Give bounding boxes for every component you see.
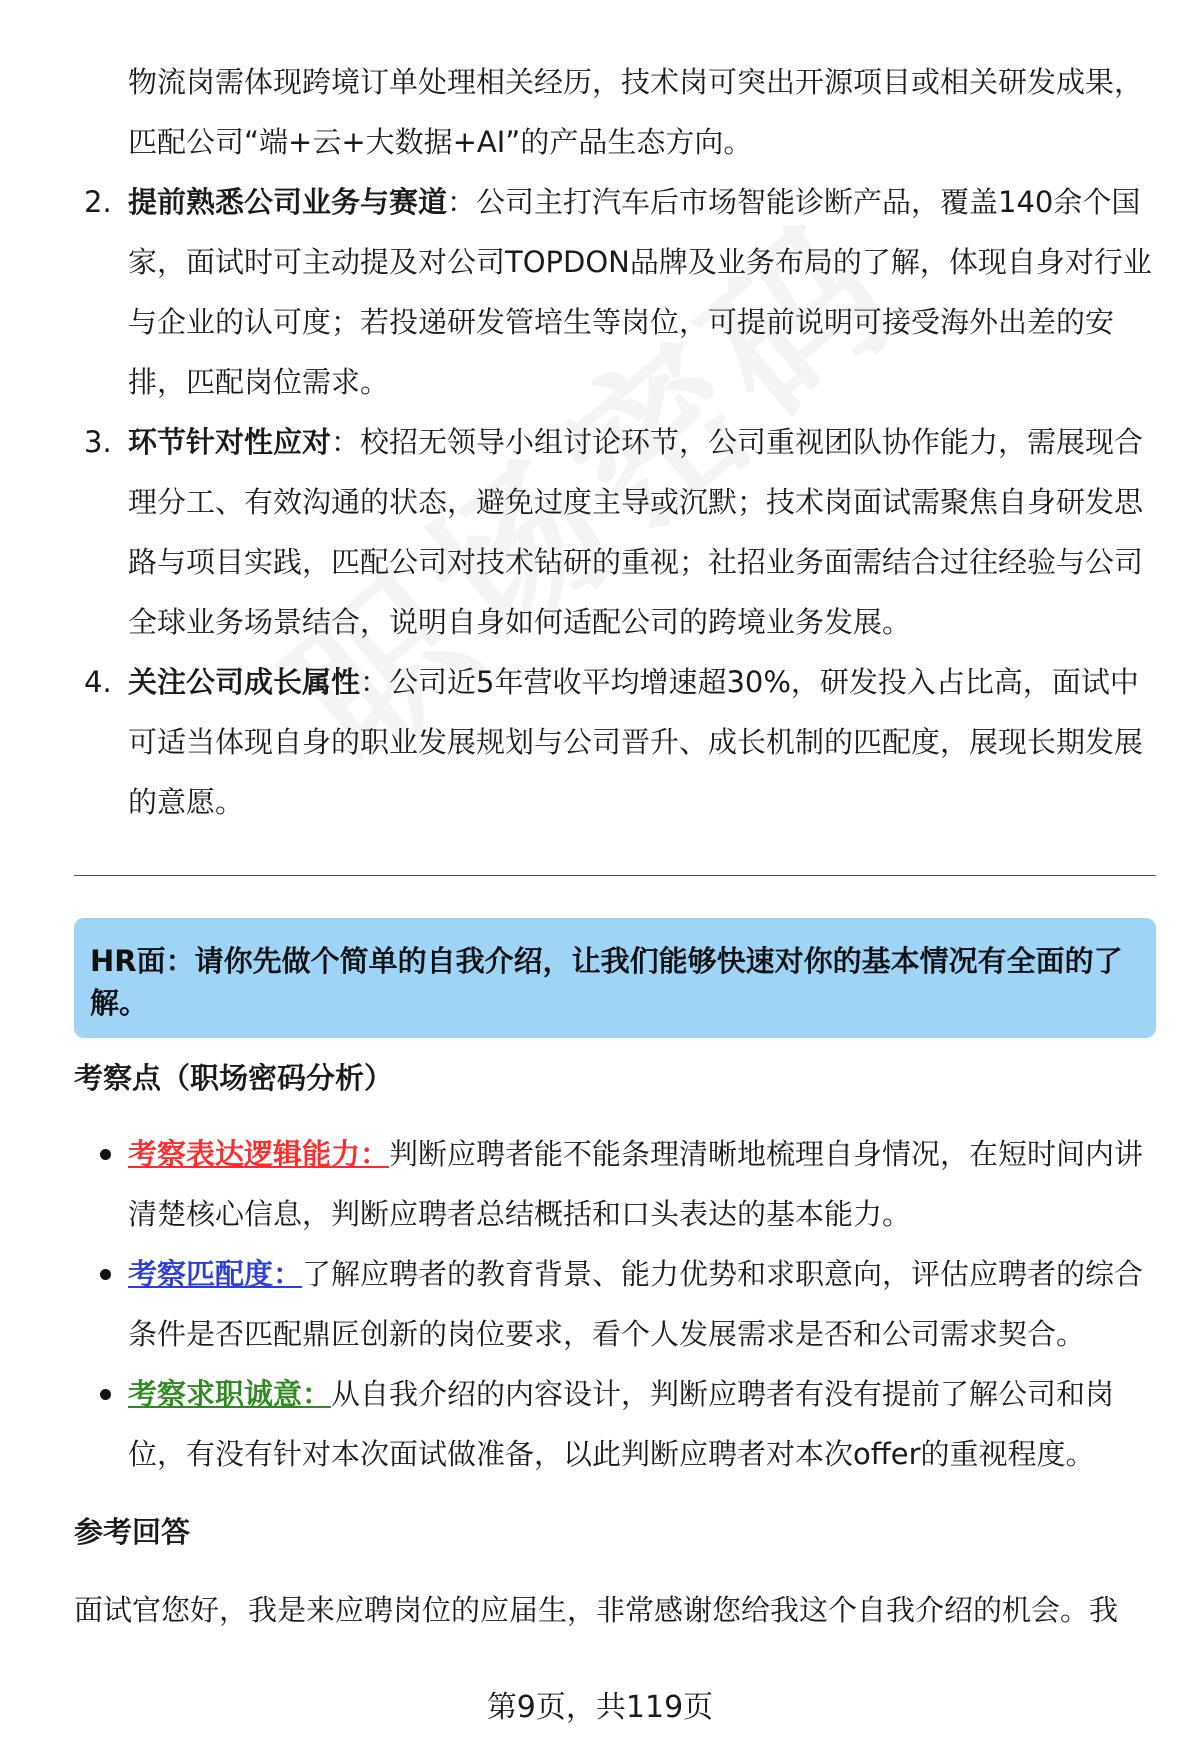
point-text: 从自我介绍的内容设计，判断应聘者有没有提前了解公司和岗位，有没有针对本次面试做准备，以此判断应聘者对本次offer的重视程度。 [128, 1377, 1115, 1471]
tip-title: 环节针对性应对 [128, 425, 332, 459]
answer-heading: 参考回答 [74, 1515, 191, 1549]
tip-title: 关注公司成长属性 [128, 665, 361, 699]
analysis-point [74, 1364, 1164, 1484]
tip-number: 2. [84, 185, 112, 219]
bullet-icon [100, 1269, 111, 1280]
tip-text: ：公司主打汽车后市场智能诊断产品，覆盖140余个国家，面试时可主动提及对公司TOPDON品牌及业务布局的了解，体现自身对行业与企业的认可度；若投递研发管培生等岗位，可提前说明可接受海外出差的安排，匹配岗位需求。 [128, 185, 1152, 399]
tip-item [74, 172, 1164, 412]
point-label: 考察匹配度： [128, 1257, 303, 1291]
tip-item [74, 412, 1164, 652]
continuation-paragraph: 物流岗需体现跨境订单处理相关经历，技术岗可突出开源项目或相关研发成果，匹配公司“端+云+大数据+AI”的产品生态方向。 [128, 65, 1144, 159]
tip-number: 3. [84, 425, 112, 459]
section-divider [74, 875, 1156, 876]
analysis-heading: 考察点（职场密码分析） [74, 1061, 394, 1095]
answer-paragraph: 面试官您好，我是来应聘岗位的应届生，非常感谢您给我这个自我介绍的机会。我 [74, 1593, 1119, 1627]
analysis-point [74, 1244, 1164, 1364]
analysis-points-list [74, 1124, 1164, 1484]
tips-list [74, 172, 1164, 832]
interview-question-box: HR面：请你先做个简单的自我介绍，让我们能够快速对你的基本情况有全面的了解。 [74, 918, 1156, 1038]
point-text: 判断应聘者能不能条理清晰地梳理自身情况，在短时间内讲清楚核心信息，判断应聘者总结概括和口头表达的基本能力。 [128, 1137, 1144, 1231]
bullet-icon [100, 1389, 111, 1400]
tip-title: 提前熟悉公司业务与赛道 [128, 185, 448, 219]
analysis-point [74, 1124, 1164, 1244]
point-label: 考察求职诚意： [128, 1377, 332, 1411]
page-footer: 第9页，共119页 [486, 1690, 714, 1725]
point-text: 了解应聘者的教育背景、能力优势和求职意向，评估应聘者的综合条件是否匹配鼎匠创新的岗位要求，看个人发展需求是否和公司需求契合。 [128, 1257, 1144, 1351]
tip-number: 4. [84, 665, 112, 699]
bullet-icon [100, 1149, 111, 1160]
tip-text: ：公司近5年营收平均增速超30%，研发投入占比高，面试中可适当体现自身的职业发展规划与公司晋升、成长机制的匹配度，展现长期发展的意愿。 [128, 665, 1144, 819]
tip-item [74, 652, 1164, 832]
point-label: 考察表达逻辑能力： [128, 1137, 390, 1171]
tip-text: ：校招无领导小组讨论环节，公司重视团队协作能力，需展现合理分工、有效沟通的状态，避免过度主导或沉默；技术岗面试需聚焦自身研发思路与项目实践，匹配公司对技术钻研的重视；社招业务面需结合过往经验与公司全球业务场景结合，说明自身如何适配公司的跨境业务发展。 [128, 425, 1144, 639]
